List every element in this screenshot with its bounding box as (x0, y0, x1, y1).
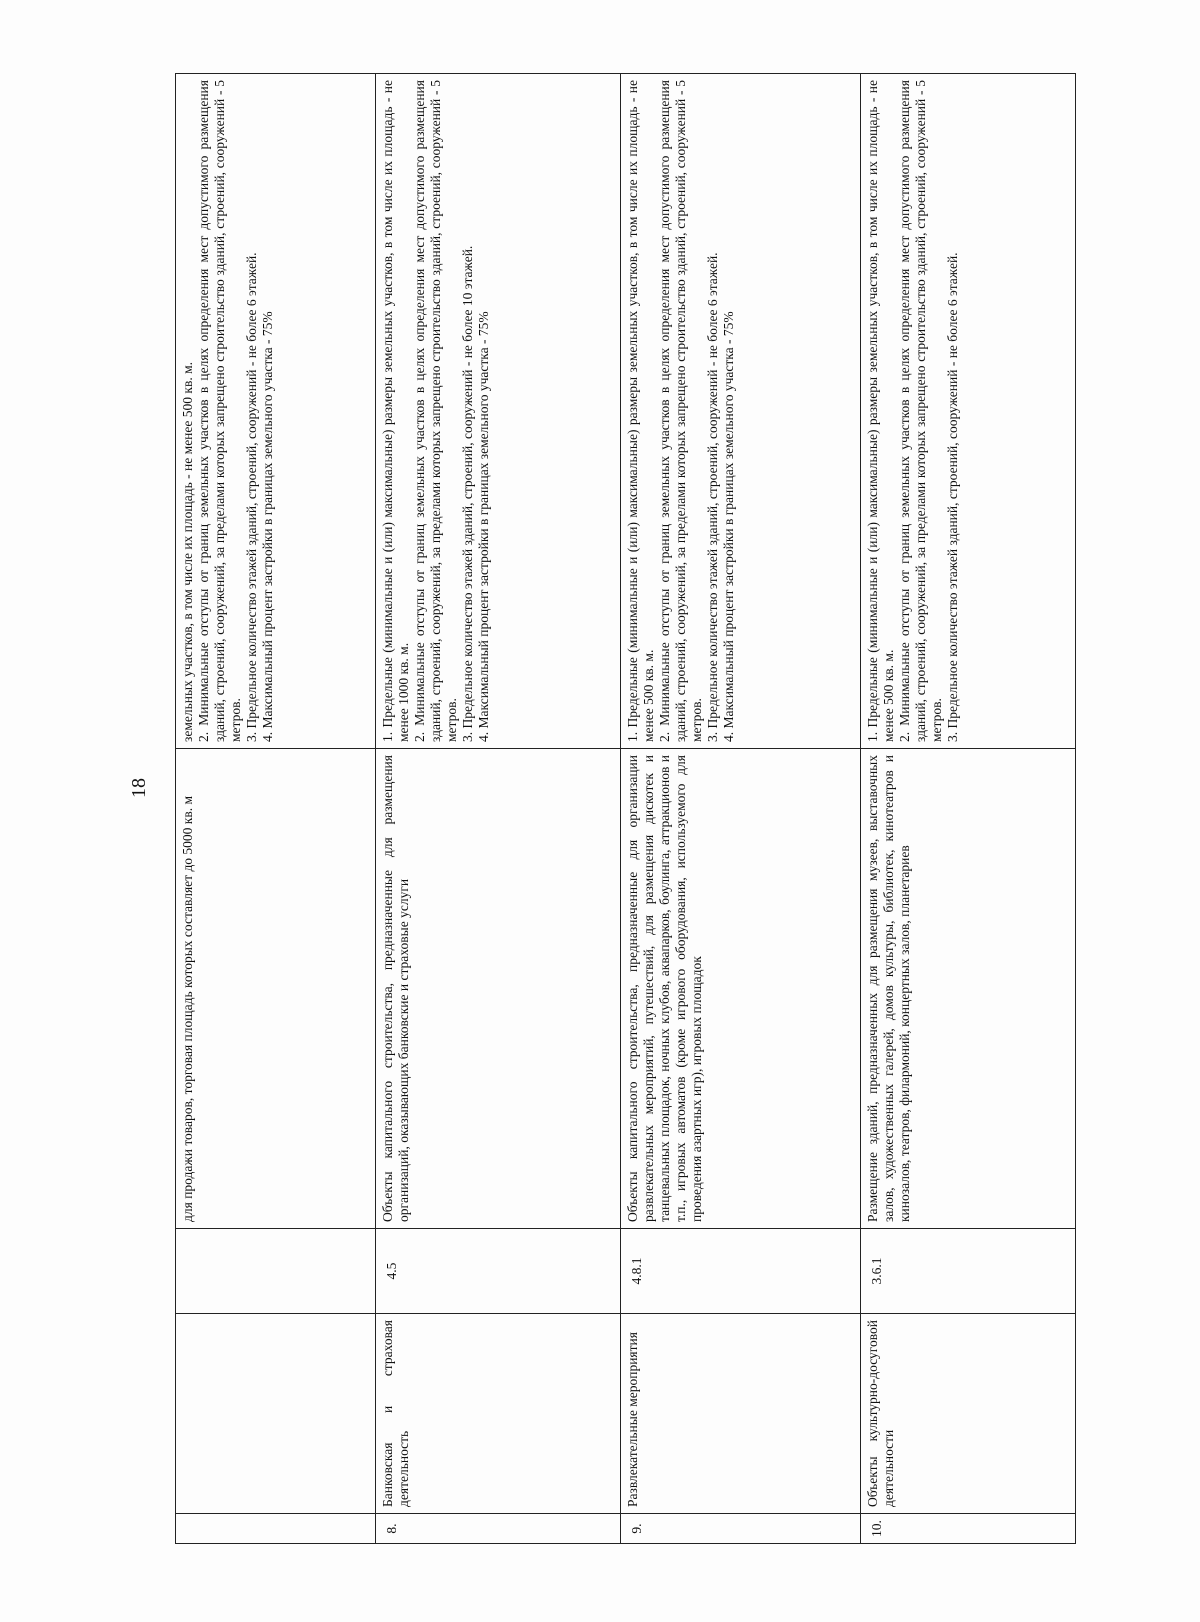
row-number: 8. (376, 1514, 621, 1544)
parameter-item: 1. Предельные (минимальные и (или) максимальные) размеры земельных участков, в том числе их площадь - не менее 500 кв. м. (865, 80, 896, 742)
parameter-item: земельных участков, в том числе их площадь - не менее 500 кв. м. (180, 362, 195, 742)
parameter-item: 1. Предельные (минимальные и (или) максимальные) размеры земельных участков, в том числе их площадь - не менее 1000 кв. м. (380, 80, 411, 742)
table-row (376, 74, 621, 1544)
row-number (176, 1514, 376, 1544)
use-description: для продажи товаров, торговая площадь которых составляет до 5000 кв. м (176, 749, 376, 1229)
parameter-item: 4. Максимальный процент застройки в границах земельного участка - 75% (475, 311, 491, 742)
parameter-item: 1. Предельные (минимальные и (или) максимальные) размеры земельных участков, в том числе их площадь - не менее 500 кв. м. (625, 80, 656, 742)
parameter-item: 3. Предельное количество этажей зданий, строений, сооружений - не более 10 этажей. (459, 245, 475, 742)
parameter-item: 4. Максимальный процент застройки в границах земельного участка - 75% (720, 311, 736, 742)
use-parameters (621, 74, 861, 749)
parameter-item: 2. Минимальные отступы от границ земельных участков в целях определения мест допустимого размещения зданий, строений, сооружений, за пределами которых запрещено строительство зданий, строений, сооружений - 5 метров. (656, 80, 704, 742)
use-parameters (861, 74, 1076, 749)
parameter-item: 4. Максимальный процент застройки в границах земельного участка - 75% (259, 311, 275, 742)
table-row (621, 74, 861, 1544)
use-type-code: 4.8.1 (621, 1229, 861, 1314)
parameter-item: 2. Минимальные отступы от границ земельных участков в целях определения мест допустимого размещения зданий, строений, сооружений, за пределами которых запрещено строительство зданий, строений, сооружений - 5 метров. (896, 80, 944, 742)
use-type-name (176, 1314, 376, 1514)
rotated-table-container (175, 74, 1075, 1544)
use-type-code: 3.6.1 (861, 1229, 1076, 1314)
use-type-code (176, 1229, 376, 1314)
page-number: 18 (128, 778, 150, 798)
parameter-item: 2. Минимальные отступы от границ земельных участков в целях определения мест допустимого размещения зданий, строений, сооружений, за пределами которых запрещено строительство зданий, строений, сооружений - 5 метров. (195, 80, 243, 742)
parameter-item: 3. Предельное количество этажей зданий, строений, сооружений - не более 6 этажей. (243, 252, 259, 742)
use-parameters (176, 74, 376, 749)
use-type-name: Объекты культурно-досуговой деятельности (861, 1314, 1076, 1514)
zoning-table (175, 73, 1076, 1544)
table-row (176, 74, 376, 1544)
parameter-item: 3. Предельное количество этажей зданий, строений, сооружений - не более 6 этажей. (704, 252, 720, 742)
use-description: Объекты капитального строительства, предназначенные для организации развлекательных мероприятий, путешествий, для размещения дискотек и танцевальных площадок, ночных клубов, аквапарков, боулинга, аттракционов и т.п., игровых автоматов (кроме игрового оборудования, используемого для проведения азартных игр), игровых площадок (621, 749, 861, 1229)
use-type-code: 4.5 (376, 1229, 621, 1314)
row-number: 9. (621, 1514, 861, 1544)
use-type-name: Развлекательные мероприятия (621, 1314, 861, 1514)
parameter-item: 3. Предельное количество этажей зданий, строений, сооружений - не более 6 этажей. (944, 252, 960, 742)
use-description: Объекты капитального строительства, предназначенные для размещения организаций, оказывающих банковские и страховые услуги (376, 749, 621, 1229)
table-row (861, 74, 1076, 1544)
use-parameters (376, 74, 621, 749)
use-type-name: Банковская и страховая деятельность (376, 1314, 621, 1514)
parameter-item: 2. Минимальные отступы от границ земельных участков в целях определения мест допустимого размещения зданий, строений, сооружений, за пределами которых запрещено строительство зданий, строений, сооружений - 5 метров. (411, 80, 459, 742)
use-description: Размещение зданий, предназначенных для размещения музеев, выставочных залов, художественных галерей, домов культуры, библиотек, кинотеатров и кинозалов, театров, филармоний, концертных залов, планетариев (861, 749, 1076, 1229)
row-number: 10. (861, 1514, 1076, 1544)
